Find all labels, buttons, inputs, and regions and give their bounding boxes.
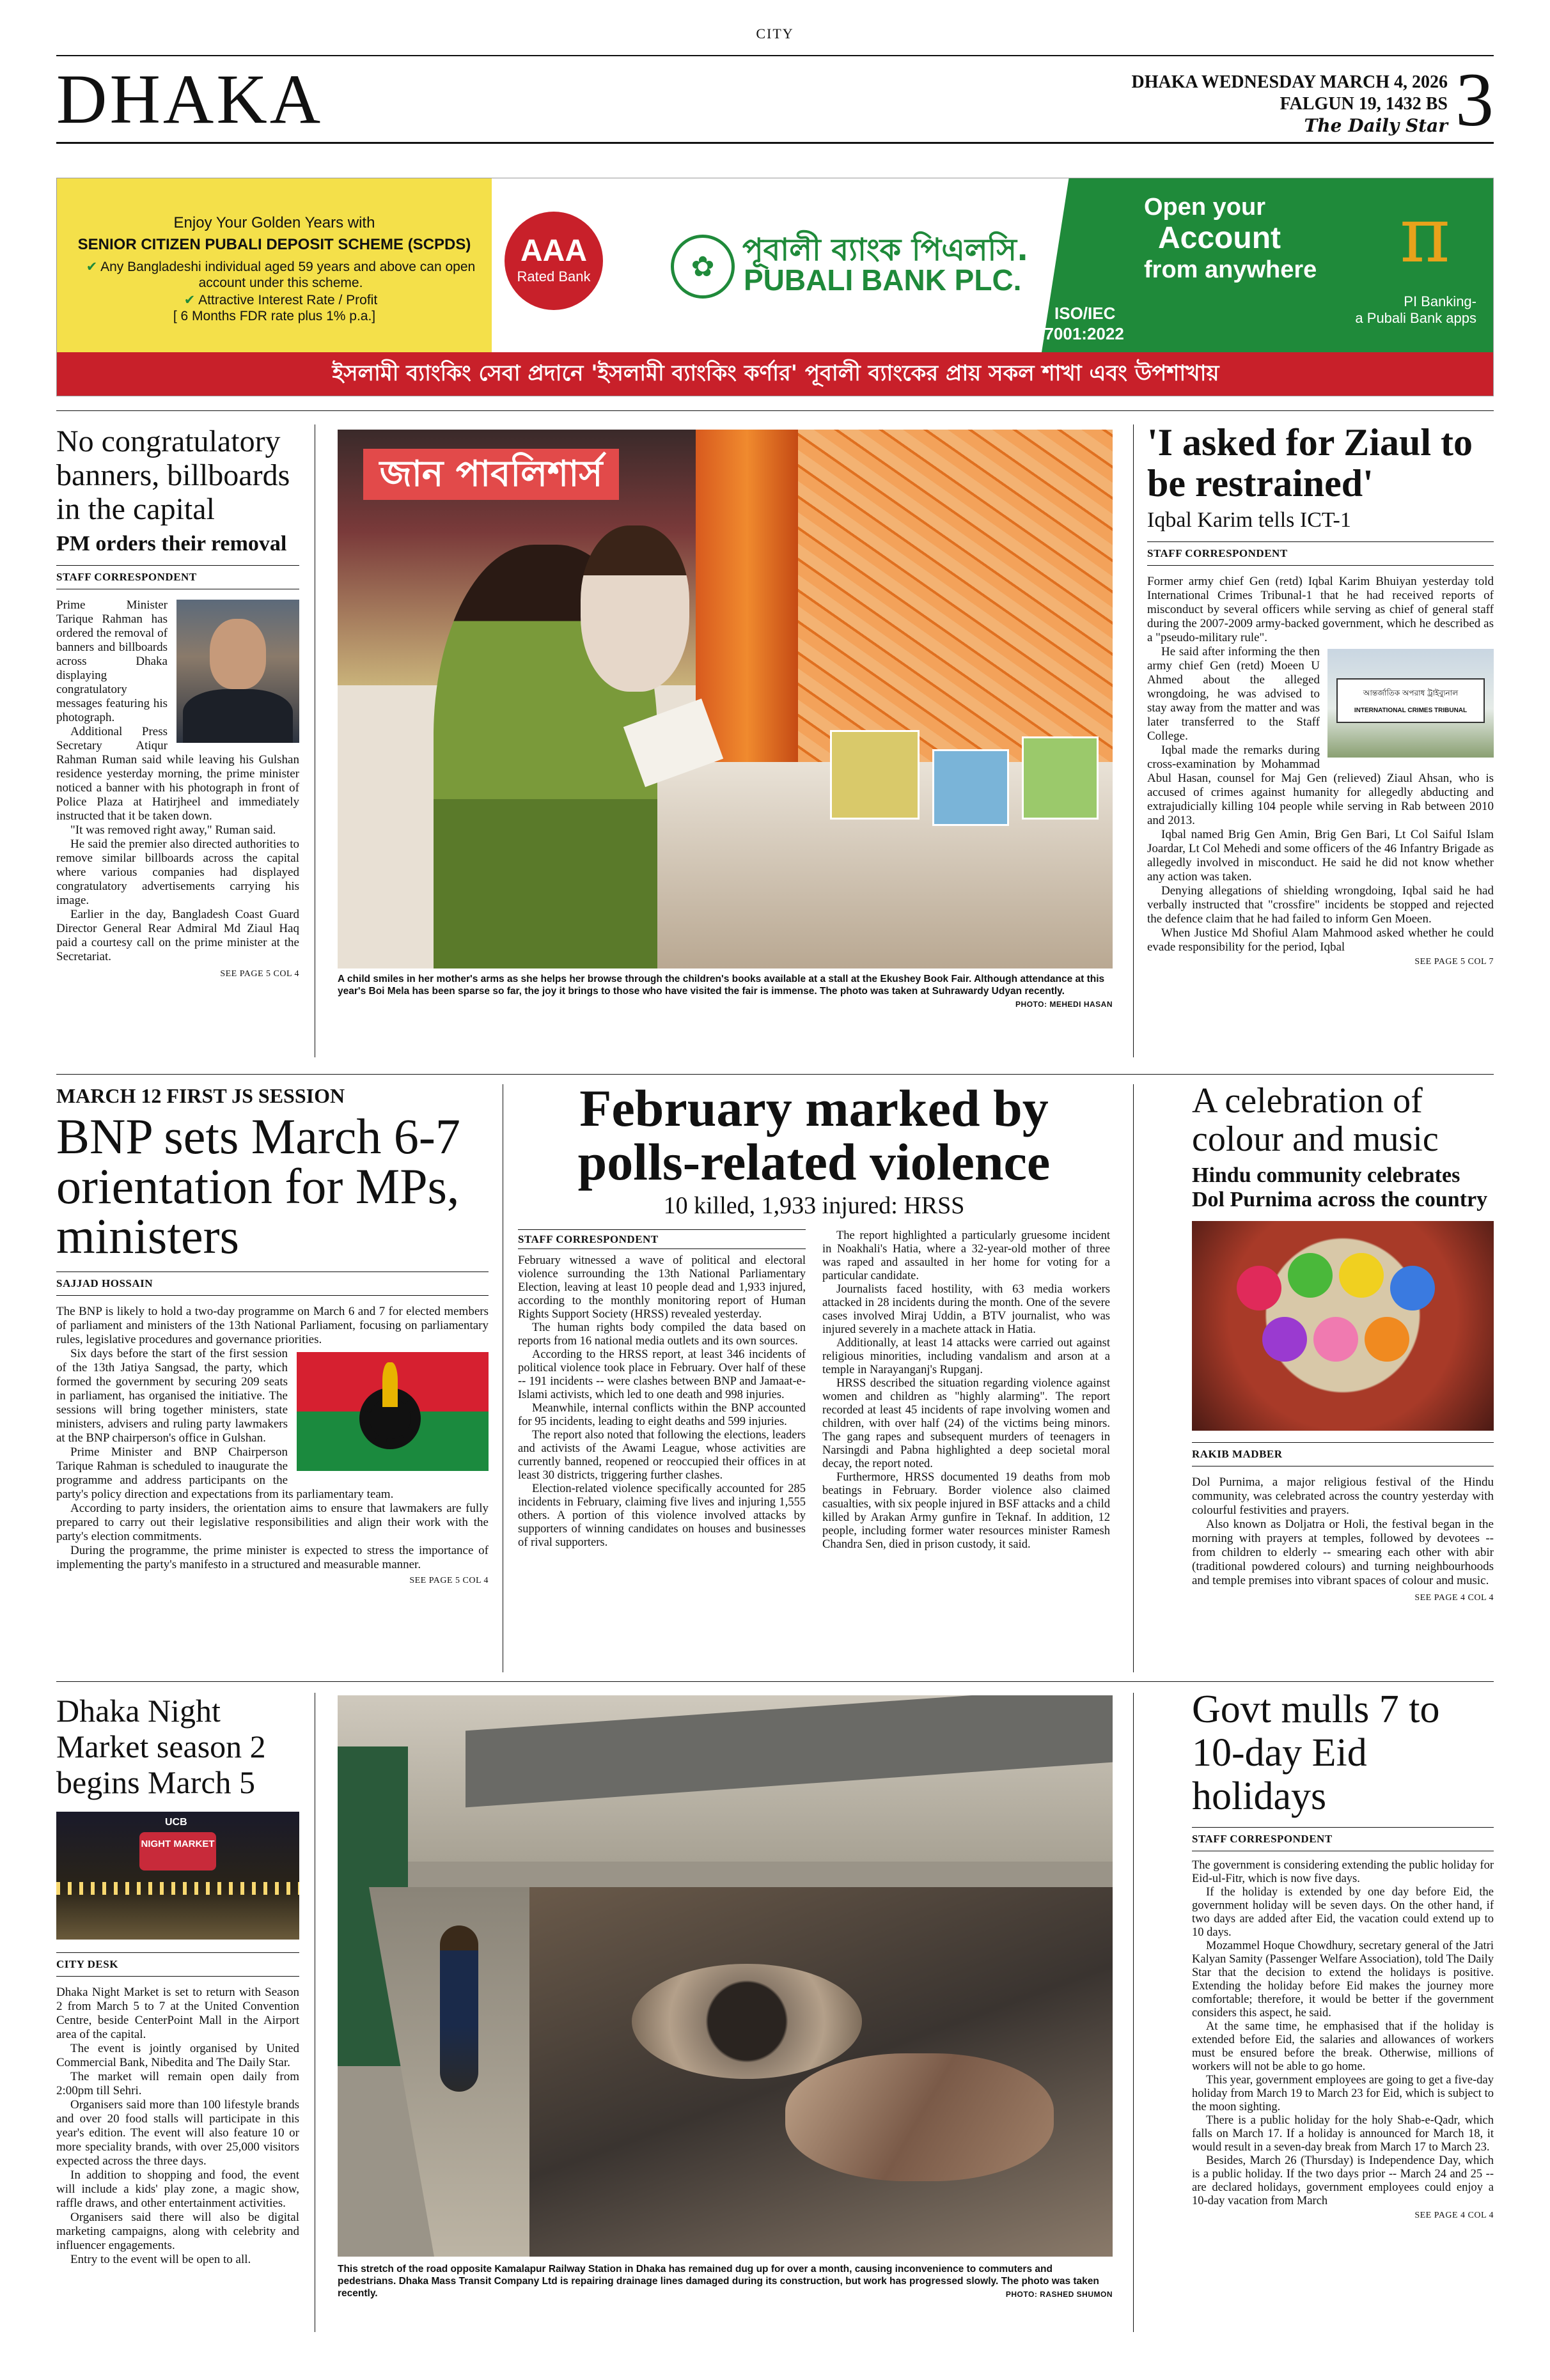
story-body (56, 1305, 489, 1572)
story-dol-purnima[interactable] (1192, 1082, 1494, 1603)
ad-footer-text: ইসলামী ব্যাংকিং সেবা প্রদানে 'ইসলামী ব্যাংকিং কর্ণার' পূবালী ব্যাংকের প্রায় সকল শাখা এবং উপশাখায় (332, 360, 1219, 386)
headline: 'I asked for Ziaul to be restrained' (1147, 421, 1473, 504)
poster-title-badge (139, 1832, 216, 1871)
photo-book-3 (1022, 736, 1099, 820)
headline: Dhaka Night Market season 2 begins March 5 (56, 1693, 266, 1800)
para: When Justice Md Shofiul Alam Mahmood asked whether he could evade responsibility for the period, Iqbal (1147, 926, 1494, 954)
photo-credit: PHOTO: MEHEDI HASAN (1015, 1000, 1113, 1009)
byline: SAJJAD HOSSAIN (56, 1277, 153, 1289)
row-rule (56, 1074, 1494, 1075)
section-label: CITY (756, 26, 794, 42)
sign-english: INTERNATIONAL CRIMES TRIBUNAL (1354, 706, 1468, 714)
night-market-poster (56, 1812, 299, 1940)
caption-text: This stretch of the road opposite Kamalapur Railway Station in Dhaka has remained dug up for over a month, causing inconvenience to commuters and pedestrians. Dhaka Mass Transit Company Ltd is repairing drainage lines damaged during its construction, but work has progressed slowly. The photo was taken recently. (338, 2264, 1099, 2299)
para: In addition to shopping and food, the event will include a kids' play zone, a magic show, raffle draws, and other entertainment activities. (56, 2168, 299, 2210)
para: According to party insiders, the orientation aims to ensure that lawmakers are fully prepared to carry out their legislative responsibilities and align their work with the party's election commitments. (56, 1502, 489, 1543)
powder-red (1237, 1266, 1281, 1311)
story-ict[interactable] (1147, 422, 1494, 967)
jump-line[interactable]: SEE PAGE 5 COL 4 (409, 1576, 489, 1585)
photo-sign (363, 449, 619, 500)
para: Denying allegations of shielding wrongdoing, Iqbal said he had verbally instructed that "crossfire" incidents be stopped and rejected the defence claim that he had failed to inform Gen Moeen. (1147, 883, 1494, 926)
para: Dol Purnima, a major religious festival of the Hindu community, was celebrated across the country yesterday with colourful festivities and prayers. (1192, 1475, 1494, 1517)
para: Election-related violence specifically accounted for 285 incidents in February, claiming five lives and injuring 1,555 others. A portion of this violence involved attacks by supporters of winning candidates on houses and businesses of rival supporters. (518, 1482, 806, 1550)
pubali-logo-icon: ✿ (671, 235, 735, 299)
para: The report also noted that following the elections, leaders and activists of the Awami League, whose activities are currently banned, reopened or reoccupied their offices in at least 30 districts, triggering further clashes. (518, 1429, 806, 1482)
headline: No congratulatory banners, billboards in the capital (56, 424, 290, 526)
pi-logo-icon: π (1400, 191, 1450, 280)
para: Journalists faced hostility, with 63 media workers attacked in 28 incidents during the month. One of the severe cases involved Miraj Uddin, a BTV journalist, who was injured severely in a machete attack in Hatia. (822, 1283, 1110, 1337)
para: Mozammel Hoque Chowdhury, secretary general of the Jatri Kalyan Samity (Passenger Welfare Association), told The Daily Star that the decision to extend the holidays is positive. Extending the holiday before Eid makes the journey more comfortable; therefore, it would be better if the government considers this aspect, he said. (1192, 1940, 1494, 2019)
colour-powder-photo (1192, 1221, 1494, 1431)
subheadline: Iqbal Karim tells ICT-1 (1147, 508, 1351, 532)
bnp-flag-image (297, 1352, 489, 1471)
para: There is a public holiday for the holy Shab-e-Qadr, which falls on March 17. If a holiday is announced for March 18, it would result in a seven-day break from March 17 to March 23. (1192, 2114, 1494, 2154)
para: The report highlighted a particularly gruesome incident in Noakhali's Hatia, where a 32-year-old mother of three was raped and assaulted in her home for voting for a particular candidate. (822, 1229, 1110, 1283)
ad-bullet-2-text: Attractive Interest Rate / Profit (198, 293, 378, 307)
byline: STAFF CORRESPONDENT (1147, 547, 1288, 559)
stall-sign: জান পাবলিশার্স (379, 453, 603, 495)
rule (1192, 1442, 1494, 1443)
top-rule (56, 55, 1494, 56)
ad-scheme-name: SENIOR CITIZEN PUBALI DEPOSIT SCHEME (SCPDS) (77, 236, 471, 253)
ad-bullet-2-detail: [ 6 Months FDR rate plus 1% p.a.] (173, 309, 376, 323)
para: The human rights body compiled the data based on reports from 16 national media outlets and its own sources. (518, 1321, 806, 1348)
ad-bullet-1: ✔ Any Bangladeshi individual aged 59 years and above can open account under this scheme. (86, 260, 476, 290)
powder-purple (1262, 1317, 1307, 1362)
byline: STAFF CORRESPONDENT (518, 1229, 806, 1249)
subheadline: 10 killed, 1,933 injured: HRSS (663, 1192, 965, 1219)
rule (56, 1295, 489, 1296)
story-body (518, 1229, 1110, 1552)
ad-open-line2: Account (1158, 221, 1281, 255)
tribunal-sign-photo (1327, 649, 1494, 758)
powder-blue (1390, 1266, 1435, 1311)
para: "It was removed right away," Ruman said. (70, 823, 276, 837)
ad-open-line1: Open your (1144, 194, 1266, 221)
para: If the holiday is extended by one day before Eid, the government holiday will be seven days. On the other hand, if two days are added after Eid, the vacation could extend up to 10 days. (1192, 1886, 1494, 1939)
masthead: DHAKA (56, 60, 324, 138)
headline: A celebration of colour and music (1192, 1081, 1439, 1159)
dateline-date: DHAKA WEDNESDAY MARCH 4, 2026 (1131, 72, 1448, 92)
photo-credit: PHOTO: RASHED SHUMON (1005, 2290, 1113, 2299)
flag-sheaf-icon (382, 1362, 398, 1407)
sign-bangla: আন্তর্জাতিক অপরাধ ট্রাইব্যুনাল (1363, 688, 1459, 697)
jump-line[interactable]: SEE PAGE 4 COL 4 (1414, 1593, 1494, 1603)
para: HRSS described the situation regarding violence against women and children as "highly alarming". The report recorded at least 45 incidents of rape involving women and children, with over half (24) of the victims being minors. The gang rapes and subsequent murders of teenagers in Narsingdi and Pabna highlighted a deep societal moral decay, the report noted. (822, 1377, 1110, 1471)
iso-cert-line2: 27001:2022 (1035, 324, 1124, 343)
column-rule (1133, 424, 1134, 1057)
para: This year, government employees are going to get a five-day holiday from March 19 to March 23 for Eid, which is subject to the moon sighting. (1192, 2074, 1494, 2113)
ad-bullet-1-text: Any Bangladeshi individual aged 59 years and above can open account under this scheme. (100, 260, 476, 290)
powder-yellow (1339, 1253, 1384, 1298)
masthead-rule (56, 142, 1494, 144)
headline: Govt mulls 7 to 10-day Eid holidays (1192, 1688, 1440, 1818)
rule (56, 1976, 299, 1977)
para: Organisers said more than 100 lifestyle brands and over 20 food stalls will participate in this year's edition. The event will also feature 10 or more speciality brands, with over 25,000 visitors expected across the three days. (56, 2098, 299, 2168)
para: Former army chief Gen (retd) Iqbal Karim Bhuiyan yesterday told International Crimes Tribunal-1 that he had received reports of misconduct by several officers while serving as chief of general staff during the 2007-2009 army-backed government, which he described as a "pseudo-military rule". (1147, 574, 1494, 644)
iso-cert-line1: ISO/IEC (1054, 304, 1116, 323)
para: Prime Minister Tarique Rahman has ordered the removal of banners and billboards across Dhaka displaying congratulatory messages featuring his photograph. (56, 598, 168, 724)
advertisement[interactable] (56, 178, 1494, 396)
para: Besides, March 26 (Thursday) is Independence Day, which is a public holiday. If the two days prior -- March 24 and 25 -- are declared holidays, government employees could enjoy a 10-day vacation from March (1192, 2154, 1494, 2207)
para: The event is jointly organised by United Commercial Bank, Nibedita and The Daily Star. (56, 2042, 299, 2069)
para: According to the HRSS report, at least 346 incidents of political violence took place in February. Over half of these -- 191 incidents -- were clashes between BNP and Jamaat-e-Islami activists, which led to one death and 998 injuries. (518, 1348, 806, 1402)
column-rule (1133, 1084, 1134, 1672)
byline: CITY DESK (56, 1958, 118, 1970)
dateline (1132, 72, 1448, 137)
para: Meanwhile, internal conflicts within the BNP accounted for 95 incidents, leading to eight deaths and 599 injuries. (518, 1402, 806, 1429)
rule (56, 565, 299, 566)
poster-title: NIGHT MARKET (141, 1839, 215, 1849)
headline: February marked by polls-related violence (577, 1079, 1051, 1191)
story-bnp[interactable] (56, 1084, 489, 1586)
bank-name-bangla: পূবালী ব্যাংক পিএলসি. (742, 232, 1029, 268)
para: Organisers said there will also be digital marketing campaigns, along with celebrity and influencer engagements. (56, 2211, 299, 2252)
aaa-rating-badge (505, 212, 603, 310)
jump-line[interactable]: SEE PAGE 5 COL 7 (1414, 956, 1494, 967)
photo-pipe-2 (785, 2053, 1054, 2181)
pi-banking-line1: PI Banking- (1404, 293, 1476, 309)
ad-open-line3: from anywhere (1144, 256, 1317, 283)
ad-footer-banner (57, 352, 1494, 396)
para: The market will remain open daily from 2:00pm till Sehri. (56, 2070, 299, 2097)
para: Prime Minister and BNP Chairperson Tarique Rahman is scheduled to inaugurate the programme and address participants on the party's policy direction and expectations from its parliamentary team. (56, 1445, 394, 1501)
paper-name: The Daily Star (1304, 115, 1448, 136)
pi-banking-line2: a Pubali Bank apps (1355, 310, 1476, 326)
para: The government is considering extending the public holiday for Eid-ul-Fitr, which is now five days. (1192, 1859, 1494, 1885)
caption-text: A child smiles in her mother's arms as she helps her browse through the children's books available at a stall at the Ekushey Book Fair. Although attendance at this year's Boi Mela has been sparse so far, the joy it brings to those who have visited the fair is immense. The photo was taken at Suhrawardy Udyan recently. (338, 974, 1105, 997)
para: He said after informing the then army chief Gen (retd) Moeen U Ahmed about the alleged wrongdoing, he was advised to stay away from the matter and was later transferred to the Staff College. (1147, 644, 1320, 743)
ad-bottom-rule (56, 410, 1494, 411)
sign-board (1336, 678, 1485, 723)
powder-orange (1365, 1317, 1409, 1362)
pm-portrait-photo (176, 600, 299, 743)
powder-green (1288, 1253, 1333, 1298)
para: Iqbal made the remarks during cross-examination by Mohammad Abul Hasan, counsel for Maj Gen (relieved) Ziaul Ahsan, who is accused of crimes against humanity for allegedly abducting and extrajudicially killing 104 people while serving in Rab between 2010 and 2013. (1147, 743, 1494, 827)
photo-pedestrian (440, 1925, 478, 2092)
rule (1192, 1827, 1494, 1828)
para: Also known as Doljatra or Holi, the festival began in the morning with prayers at temples, followed by devotees -- from children to elderly -- smearing each other with abir (traditional powdered colours) and turning neighbourhoods and temple premises into vibrant spaces of colour and music. (1192, 1518, 1494, 1587)
poster-brand: UCB (165, 1817, 187, 1828)
headline: BNP sets March 6-7 orientation for MPs, ministers (56, 1108, 460, 1264)
dug-up-road-photo (338, 1695, 1113, 2257)
byline: STAFF CORRESPONDENT (1192, 1833, 1333, 1845)
rating-value: AAA (521, 234, 587, 268)
story-hrss[interactable] (518, 1079, 1110, 1552)
para: Additional Press Secretary Atiqur Rahman Ruman said while leaving his Gulshan residence yesterday morning, the prime minister noticed a banner with his photograph in front of Police Plaza at Hatirjheel and immediately instructed that it be taken down. (56, 724, 299, 823)
rule (56, 1952, 299, 1953)
para: Furthermore, HRSS documented 19 deaths from mob beatings in February. Border violence also claimed casualties, with six people injured in BSF attacks and a child killed by Arakan Army gunfire in Teknaf. In addition, 12 people, including former water resources minister Ramesh Chandra Sen, died in prison custody, it said. (822, 1471, 1110, 1552)
bank-name-english: PUBALI BANK PLC. (744, 263, 1022, 297)
ad-bullet-2: ✔ Attractive Interest Rate / Profit (184, 293, 378, 307)
photo-wall-art (798, 430, 1113, 762)
para: Additionally, at least 14 attacks were carried out against religious minorities, including vandalism and arson at a temple in Narayanganj's Rupganj. (822, 1337, 1110, 1377)
portrait-face (210, 619, 266, 689)
story-body (1147, 575, 1494, 954)
byline: STAFF CORRESPONDENT (56, 570, 197, 583)
story-body (1192, 1475, 1494, 1588)
rule (1147, 565, 1494, 566)
para: Dhaka Night Market is set to return with Season 2 from March 5 to 7 at the United Convention Centre, beside CenterPoint Mall in the Airport area of the capital. (56, 1986, 299, 2041)
powder-pink (1313, 1317, 1358, 1362)
subheadline: PM orders their removal (56, 532, 287, 556)
photo-caption (338, 973, 1113, 1011)
subheadline: Hindu community celebrates Dol Purnima across the country (1192, 1163, 1488, 1211)
column-rule (1133, 1693, 1134, 2332)
ad-intro: Enjoy Your Golden Years with (173, 214, 375, 231)
photo-book-2 (932, 749, 1009, 826)
story-body (1192, 1859, 1494, 2208)
story-night-market[interactable] (56, 1693, 299, 2267)
row-rule (56, 1681, 1494, 1682)
para: Six days before the start of the first session of the 13th Jatiya Sangsad, the party, which formed the government by securing 209 seats in parliament, has organised the initiative. The sessions will bring together ministers, state ministers, advisers and ruling party lawmakers at the BNP chairperson's office in Gulshan. (56, 1347, 288, 1445)
para: At the same time, he emphasised that if the holiday is extended before Eid, the salaries and allowances of workers must be ensured before the break. Otherwise, millions of workers will not be able to go home. (1192, 2020, 1494, 2073)
para: Iqbal named Brig Gen Amin, Brig Gen Bari, Lt Col Saiful Islam Joardar, Lt Col Mehedi and some officers of the 46 Infantry Brigade as allegedly involved in misconduct. He said he did not know whether any action was taken. (1147, 827, 1494, 883)
para: He said the premier also directed authorities to remove similar billboards across the capital where various companies had displayed congratulatory advertisements carrying his image. (56, 837, 299, 907)
jump-line[interactable]: SEE PAGE 4 COL 4 (1414, 2211, 1494, 2220)
story-banners[interactable] (56, 424, 299, 979)
jump-line[interactable]: SEE PAGE 5 COL 4 (220, 968, 299, 979)
para: During the programme, the prime minister is expected to stress the importance of implementing the party's manifesto in a structured and measurable manner. (56, 1544, 489, 1571)
portrait-suit (183, 689, 293, 743)
para: Earlier in the day, Bangladesh Coast Guard Director General Rear Admiral Md Ziaul Haq paid a courtesy call on the prime minister at the Secretariat. (56, 907, 299, 963)
story-eid-holidays[interactable] (1192, 1688, 1494, 2221)
story-body (56, 1986, 299, 2267)
photo-child (581, 525, 689, 692)
poster-lights (56, 1882, 299, 1895)
para: February witnessed a wave of political and electoral violence surrounding the 13th National Parliamentary Election, leaving at least 10 people dead and 1,933 injured, according to the monthly monitoring report of Human Rights Support Society (HRSS) revealed yesterday. (518, 1254, 806, 1321)
photo-caption (338, 2263, 1113, 2301)
para: The BNP is likely to hold a two-day programme on March 6 and 7 for elected members of parliament and ministers of the 13th National Parliament, focusing on parliamentary rules, legislative procedures and governance priorities. (56, 1305, 489, 1346)
photo-book-1 (830, 730, 920, 820)
rule (1147, 541, 1494, 542)
kicker: MARCH 12 FIRST JS SESSION (56, 1084, 345, 1107)
para: Entry to the event will be open to all. (70, 2253, 251, 2266)
page-number: 3 (1455, 57, 1494, 142)
byline: RAKIB MADBER (1192, 1448, 1283, 1460)
dateline-bangla-date: FALGUN 19, 1432 BS (1280, 94, 1448, 114)
book-fair-photo (338, 430, 1113, 968)
rating-label: Rated Bank (517, 268, 591, 284)
photo-pipe-1 (632, 1964, 862, 2079)
